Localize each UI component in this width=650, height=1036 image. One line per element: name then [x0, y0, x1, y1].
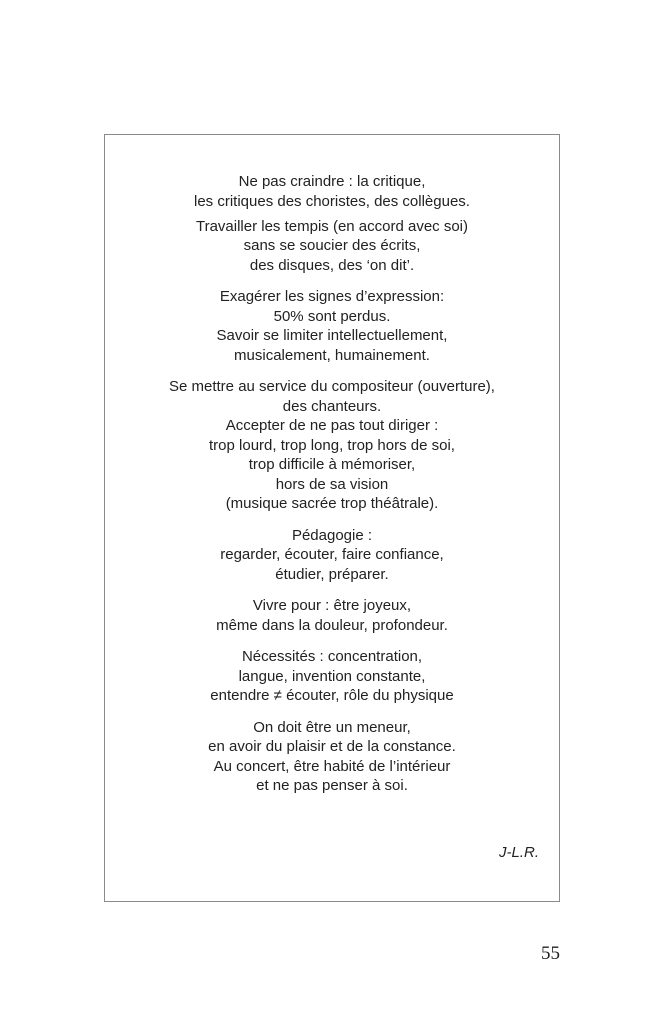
- poem-line: (musique sacrée trop théâtrale).: [225, 495, 439, 512]
- stanza-5: [105, 526, 559, 585]
- poem-line: Travailler les tempis (en accord avec soi): [195, 217, 469, 235]
- stanza-1: [105, 172, 559, 211]
- stanza-2: [105, 217, 559, 276]
- stanza-7: [105, 647, 559, 706]
- poem-line: trop difficile à mémoriser,: [248, 456, 416, 473]
- page-number: 55: [541, 943, 560, 964]
- poem-line: regarder, écouter, faire confiance,: [220, 546, 444, 563]
- poem-line: Savoir se limiter intellectuellement,: [216, 327, 448, 344]
- poem-line: Se mettre au service du compositeur (ouverture),: [169, 378, 495, 395]
- poem-line: en avoir du plaisir et de la constance.: [208, 738, 456, 755]
- poem-line: 50% sont perdus.: [273, 307, 391, 325]
- stanza-4: [105, 377, 559, 514]
- poem-line: et ne pas penser à soi.: [256, 777, 408, 794]
- poem-line: Nécessités : concentration,: [241, 648, 423, 665]
- poem-line: les critiques des choristes, des collègues.: [194, 192, 470, 210]
- poem-line: étudier, préparer.: [275, 565, 389, 583]
- author-signature: J-L.R.: [498, 844, 539, 861]
- poem-line: langue, invention constante,: [238, 667, 426, 685]
- poem-line: entendre ≠ écouter, rôle du physique: [210, 687, 454, 704]
- poem-line: des disques, des ‘on dit’.: [249, 256, 415, 274]
- poem-line: On doit être un meneur,: [253, 718, 411, 736]
- text-frame: [104, 134, 560, 902]
- poem-line: Ne pas craindre : la critique,: [238, 173, 426, 190]
- poem-line: musicalement, humainement.: [234, 346, 430, 364]
- poem-line: Exagérer les signes d’expression:: [219, 288, 445, 305]
- stanza-8: [105, 718, 559, 796]
- poem-line: Accepter de ne pas tout diriger :: [225, 417, 439, 434]
- stanza-6: [105, 596, 559, 635]
- poem-line: hors de sa vision: [275, 475, 389, 493]
- poem-line: Pédagogie :: [291, 526, 373, 544]
- poem-line: sans se soucier des écrits,: [243, 237, 421, 254]
- poem-line: Au concert, être habité de l’intérieur: [213, 757, 451, 775]
- poem-line: même dans la douleur, profondeur.: [216, 616, 448, 634]
- poem-line: des chanteurs.: [282, 397, 382, 415]
- stanza-3: [105, 287, 559, 365]
- poem-line: Vivre pour : être joyeux,: [252, 597, 412, 614]
- poem-body: [105, 172, 559, 805]
- poem-line: trop lourd, trop long, trop hors de soi,: [209, 436, 455, 454]
